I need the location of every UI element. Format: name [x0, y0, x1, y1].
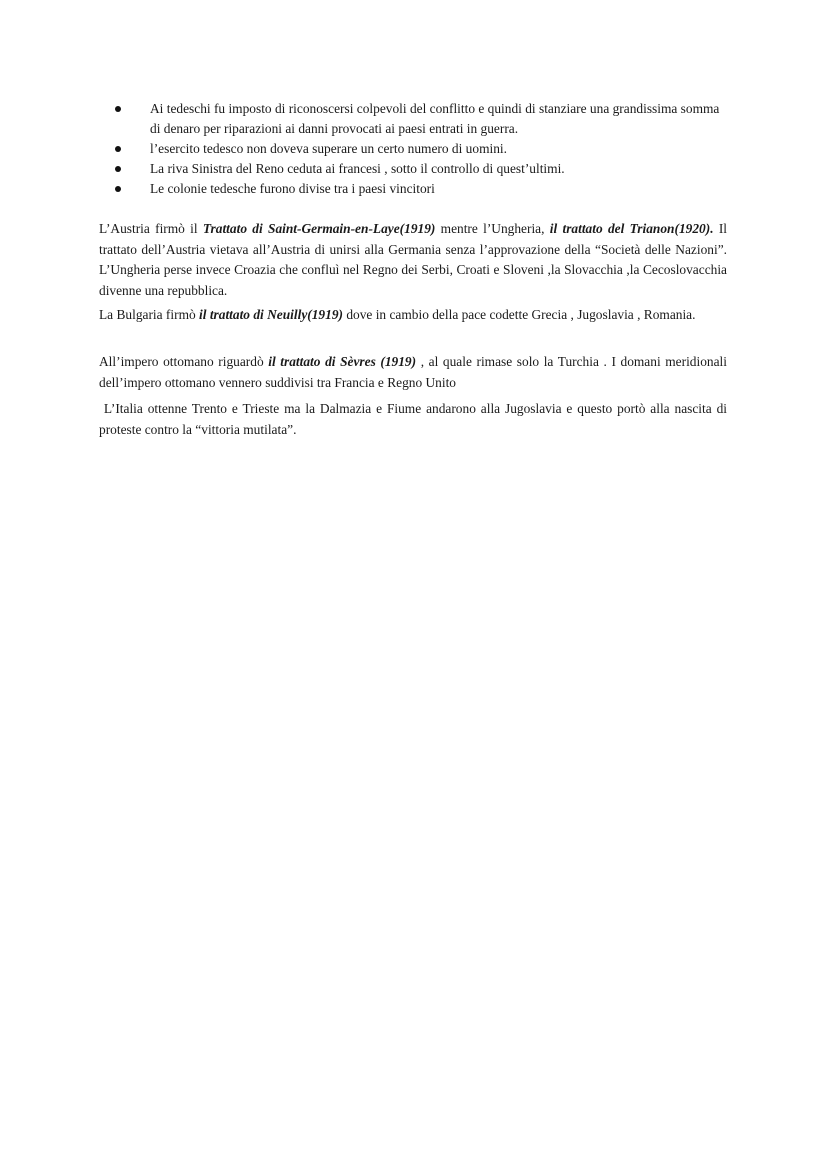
treaty-name: Trattato di Saint-Germain-en-Laye(1919) — [202, 221, 436, 236]
list-item: l’esercito tedesco non doveva superare un certo numero di uomini. — [112, 139, 732, 159]
list-item: La riva Sinistra del Reno ceduta ai francesi , sotto il controllo di quest’ultimi. — [112, 159, 732, 179]
treaty-name: il trattato di Sèvres (1919) — [268, 354, 417, 369]
treaty-name: il trattato di Neuilly(1919) — [199, 307, 343, 322]
paragraph-ottoman: All’impero ottomano riguardò il trattato di Sèvres (1919) , al quale rimase solo la Turchia . I domani meridionali dell’impero ottomano vennero suddivisi tra Francia e Regno Unito — [99, 354, 727, 390]
treaty-name: il trattato del Trianon(1920). — [549, 221, 714, 236]
bullet-icon — [115, 146, 121, 152]
treaty-terms-list — [112, 99, 732, 199]
bullet-icon — [115, 186, 121, 192]
bullet-icon — [115, 106, 121, 112]
bullet-icon — [115, 166, 121, 172]
list-item: Le colonie tedesche furono divise tra i paesi vincitori — [112, 179, 732, 199]
list-item: Ai tedeschi fu imposto di riconoscersi colpevoli del conflitto e quindi di stanziare una grandissima somma di denaro per riparazioni ai danni provocati ai paesi entrati in guerra. — [112, 99, 732, 139]
paragraph-austria: L’Austria firmò il Trattato di Saint-Germain-en-Laye(1919) mentre l’Ungheria, il trattato del Trianon(1920). Il trattato dell’Austria vietava all’Austria di unirsi alla Germania senza l’approvazione della “Società delle Nazioni”. L’Ungheria perse invece Croazia che confluì nel Regno dei Serbi, Croati e Sloveni ,la Slovacchia ,la Cecoslovacchia divenne una repubblica. — [99, 221, 728, 298]
paragraph-italy: L’Italia ottenne Trento e Trieste ma la Dalmazia e Fiume andarono alla Jugoslavia e questo portò alla nascita di proteste contro la “vittoria mutilata”. — [99, 401, 731, 437]
paragraph-bulgaria: La Bulgaria firmò il trattato di Neuilly(1919) dove in cambio della pace codette Grecia , Jugoslavia , Romania. — [99, 307, 696, 322]
